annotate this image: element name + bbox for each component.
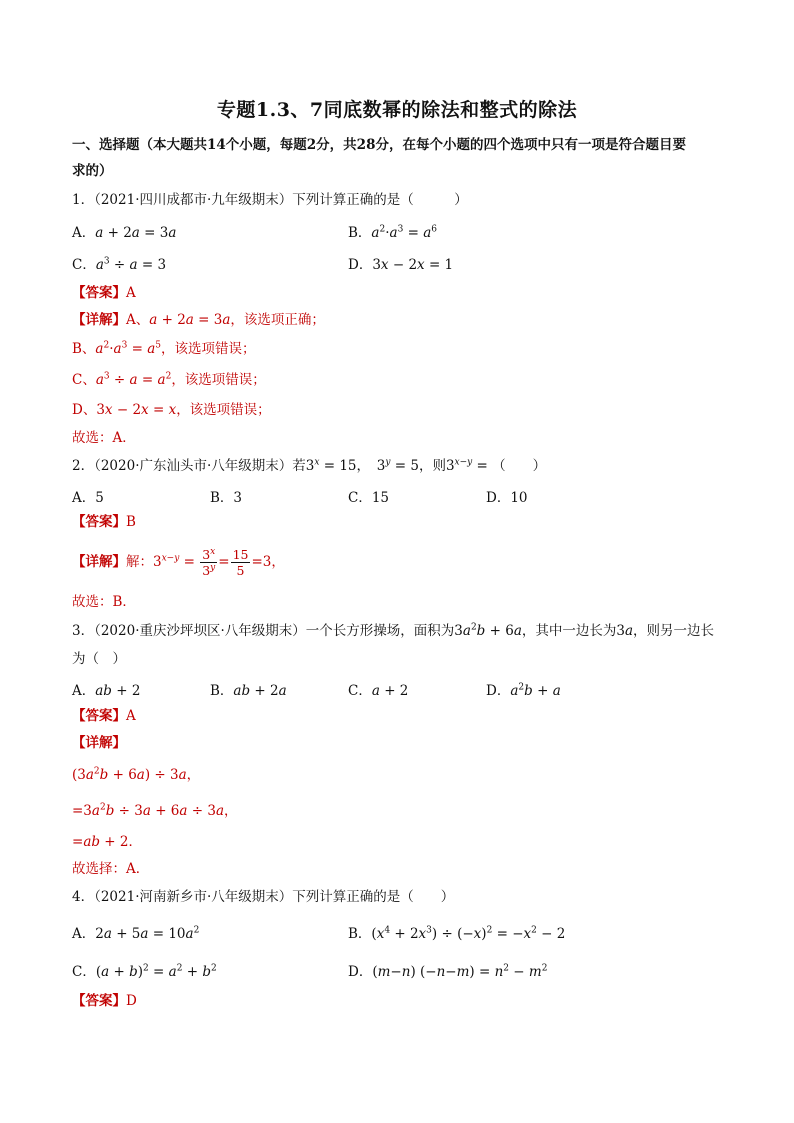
q3-detail-step1: $(3a^2b + 6a) \div 3a$，: [72, 766, 201, 783]
q4-option-d: D．(m−n) $(-n-m) = n^2 - m^2$: [348, 963, 548, 980]
q1-conclusion: 故选：A．: [72, 430, 136, 446]
section-heading: 一、选择题（本大题共14个小题，每题2分，共28分，在每个小题的四个选项中只有一项是符合题目要: [72, 137, 686, 153]
q1-option-c: C．$a^3 \div a = 3$: [72, 256, 167, 273]
q2-option-a: A．5: [72, 490, 104, 506]
q3-option-d: D．$a^2b + a$: [486, 682, 561, 699]
q1-option-a: A．a + 2a = 3a: [72, 225, 177, 241]
q2-detail: 【详解】解：$3^{x-y}$ = $\frac{3^x}{3^y}$ = $\frac{15}{5}$ =3，: [72, 546, 285, 578]
q2-conclusion: 故选：B．: [72, 594, 136, 610]
q4-option-c: C．$(a + b)^2 = a^2 + b^2$: [72, 963, 217, 980]
q4-stem: 4．（2021·河南新乡市·八年级期末）下列计算正确的是（ ）: [72, 889, 455, 905]
q1-stem: 1．（2021·四川成都市·九年级期末）下列计算正确的是（ ）: [72, 192, 468, 208]
q4-option-b: B．$(x^4 + 2x^3) \div (-x)^2 = -x^2 - 2$: [348, 925, 566, 942]
q1-detail-b: B、$a^2\cdot a^3 = a^5$，该选项错误；: [72, 340, 256, 357]
q4-answer: 【答案】D: [72, 993, 137, 1009]
q1-answer: 【答案】A: [72, 285, 136, 301]
q2-answer: 【答案】B: [72, 514, 136, 530]
q1-option-b: B．$a^2\cdot a^3 = a^6$: [348, 224, 438, 241]
q1-option-d: D．3x − 2x = 1: [348, 257, 454, 273]
q3-option-c: C．a + 2: [348, 683, 409, 699]
q1-detail-d: D、3x − 2x = x，该选项错误；: [72, 402, 271, 418]
q3-detail-step2: $=3a^2b \div 3a + 6a \div 3a$，: [72, 802, 238, 819]
q2-stem: 2．（2020·广东汕头市·八年级期末）若$3^x = 15$， $3^y = 5$，则$3^{x-y}$ = （ ）: [72, 457, 547, 474]
q2-option-b: B．3: [210, 490, 243, 506]
q3-detail-step3: =ab + 2．: [72, 834, 142, 850]
page-title: 专题1.3、7同底数幂的除法和整式的除法: [216, 99, 578, 121]
q3-stem: 3．（2020·重庆沙坪坝区·八年级期末）一个长方形操场，面积为$3a^2b + 6a$，其中一边长为3a，则另一边长: [72, 622, 715, 639]
q1-detail-c: C、$a^3 \div a = a^2$，该选项错误；: [72, 371, 266, 388]
q3-option-a: A．ab + 2: [72, 683, 141, 699]
q3-answer: 【答案】A: [72, 708, 136, 724]
q4-option-a: A．$2a + 5a = 10a^2$: [72, 925, 200, 942]
q1-detail-a: 【详解】A、a + 2a = 3a，该选项正确；: [72, 312, 325, 328]
q3-conclusion: 故选择：A．: [72, 861, 150, 877]
section-heading-cont: 求的）: [72, 163, 113, 179]
q2-option-c: C．15: [348, 490, 390, 506]
q3-option-b: B．ab + 2a: [210, 683, 287, 699]
q3-detail-label: 【详解】: [72, 735, 126, 751]
q3-stem-cont: 为（ ）: [72, 651, 126, 667]
q2-option-d: D．10: [486, 490, 528, 506]
